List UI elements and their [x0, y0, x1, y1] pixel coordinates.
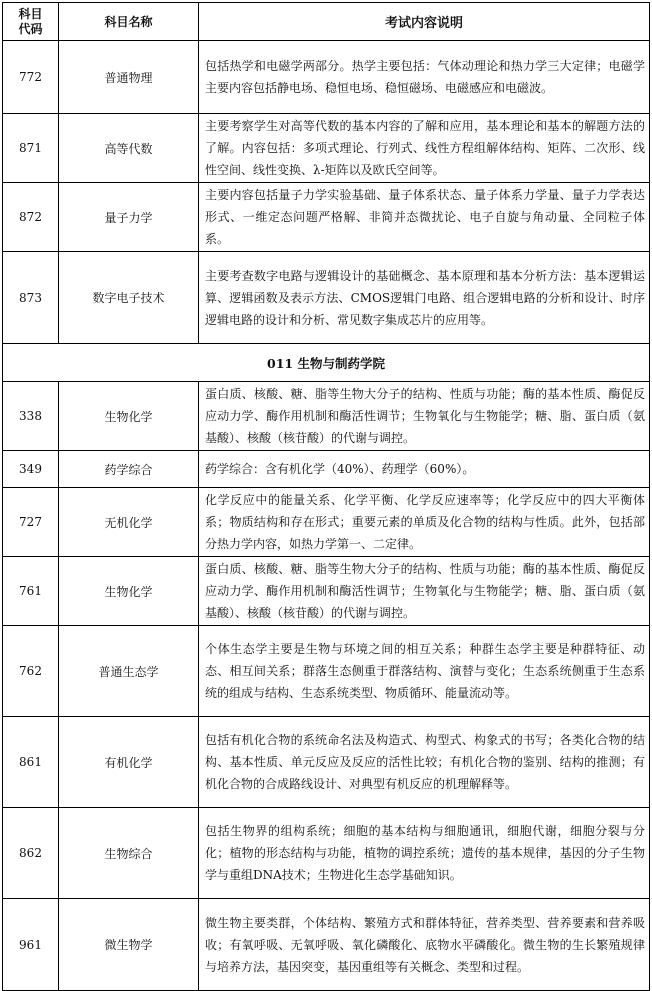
- subject-code: 338: [3, 382, 59, 451]
- subject-name: 普通生态学: [59, 626, 199, 717]
- header-code-line2: 代码: [18, 21, 43, 36]
- subject-name: 数字电子技术: [59, 252, 199, 344]
- table-row: [3, 114, 650, 183]
- subject-name: 生物化学: [59, 557, 199, 626]
- subject-desc: 包括生物界的组构系统；细胞的基本结构与细胞通讯，细胞代谢，细胞分裂与分化；植物的形态结构与功能，植物的调控系统；遗传的基本规律，基因的分子生物学与重组DNA技术；生物进化生态学基础知识。: [199, 808, 650, 899]
- subject-name: 量子力学: [59, 183, 199, 252]
- table-row: [3, 717, 650, 808]
- subject-desc: 主要考查数字电路与逻辑设计的基础概念、基本原理和基本分析方法：基本逻辑运算、逻辑函数及表示方法、CMOS逻辑门电路、组合逻辑电路的分析和设计、时序逻辑电路的设计和分析、常见数字集成芯片的应用等。: [199, 252, 650, 344]
- subject-desc: 蛋白质、核酸、糖、脂等生物大分子的结构、性质与功能；酶的基本性质、酶促反应动力学、酶作用机制和酶活性调节；生物氧化与生物能学；糖、脂、蛋白质（氨基酸）、核酸（核苷酸）的代谢与调控。: [199, 382, 650, 451]
- subject-desc: 个体生态学主要是生物与环境之间的相互关系；种群生态学主要是种群特征、动态、相互间关系；群落生态侧重于群落结构、演替与变化；生态系统侧重于生态系统的组成与结构、生态系统类型、物质循环、能量流动等。: [199, 626, 650, 717]
- table-row: [3, 382, 650, 451]
- table-row: [3, 451, 650, 488]
- subject-name: 高等代数: [59, 114, 199, 183]
- subject-code: 862: [3, 808, 59, 899]
- subject-code: 761: [3, 557, 59, 626]
- header-code: [3, 3, 59, 41]
- subject-code: 873: [3, 252, 59, 344]
- section-title: 011 生物与制药学院: [3, 344, 650, 382]
- section-row: [3, 344, 650, 382]
- table-row: [3, 626, 650, 717]
- subject-code: 961: [3, 899, 59, 991]
- subject-desc: 蛋白质、核酸、糖、脂等生物大分子的结构、性质与功能；酶的基本性质、酶促反应动力学、酶作用机制和酶活性调节；生物氧化与生物能学；糖、脂、蛋白质（氨基酸）、核酸（核苷酸）的代谢与调控。: [199, 557, 650, 626]
- table-header-row: [3, 3, 650, 41]
- subject-code: 871: [3, 114, 59, 183]
- table-row: [3, 252, 650, 344]
- subject-desc: 微生物主要类群，个体结构、繁殖方式和群体特征，营养类型、营养要素和营养吸收；有氧呼吸、无氧呼吸、氧化磷酸化、底物水平磷酸化。微生物的生长繁殖规律与培养方法，基因突变，基因重组等有关概念、类型和过程。: [199, 899, 650, 991]
- table-row: [3, 899, 650, 991]
- subject-name: 普通物理: [59, 41, 199, 114]
- subject-code: 762: [3, 626, 59, 717]
- subject-desc: 主要内容包括量子力学实验基础、量子体系状态、量子体系力学量、量子力学表达形式、一维定态问题严格解、非简并态微扰论、电子自旋与角动量、全同粒子体系。: [199, 183, 650, 252]
- subject-name: 微生物学: [59, 899, 199, 991]
- subject-name: 有机化学: [59, 717, 199, 808]
- subject-name: 生物化学: [59, 382, 199, 451]
- subject-code: 861: [3, 717, 59, 808]
- subject-code: 727: [3, 488, 59, 557]
- subject-code: 772: [3, 41, 59, 114]
- subject-code: 872: [3, 183, 59, 252]
- subject-desc: 包括热学和电磁学两部分。热学主要包括：气体动理论和热力学三大定律；电磁学主要内容包括静电场、稳恒电场、稳恒磁场、电磁感应和电磁波。: [199, 41, 650, 114]
- table-row: [3, 488, 650, 557]
- exam-subjects-table: [2, 2, 650, 991]
- subject-desc: 主要考察学生对高等代数的基本内容的了解和应用，基本理论和基本的解题方法的了解。内容包括：多项式理论、行列式、线性方程组解体结构、矩阵、二次形、线性空间、线性变换、λ-矩阵以及欧氏空间等。: [199, 114, 650, 183]
- subject-desc: 化学反应中的能量关系、化学平衡、化学反应速率等；化学反应中的四大平衡体系；物质结构和存在形式；重要元素的单质及化合物的结构与性质。此外，包括部分热力学内容，如热力学第一、二定律。: [199, 488, 650, 557]
- header-name: 科目名称: [59, 3, 199, 41]
- header-desc: 考试内容说明: [199, 3, 650, 41]
- table-row: [3, 808, 650, 899]
- table-row: [3, 41, 650, 114]
- subject-desc: 包括有机化合物的系统命名法及构造式、构型式、构象式的书写；各类化合物的结构、基本性质、单元反应及反应的活性比较；有机化合物的鉴别、结构的推测；有机化合物的合成路线设计、对典型有机反应的机理解释等。: [199, 717, 650, 808]
- subject-name: 生物综合: [59, 808, 199, 899]
- header-code-line1: 科目: [18, 6, 43, 21]
- subject-desc: 药学综合：含有机化学（40%）、药理学（60%）。: [199, 451, 650, 488]
- subject-code: 349: [3, 451, 59, 488]
- table-row: [3, 183, 650, 252]
- subject-name: 药学综合: [59, 451, 199, 488]
- subject-name: 无机化学: [59, 488, 199, 557]
- table-row: [3, 557, 650, 626]
